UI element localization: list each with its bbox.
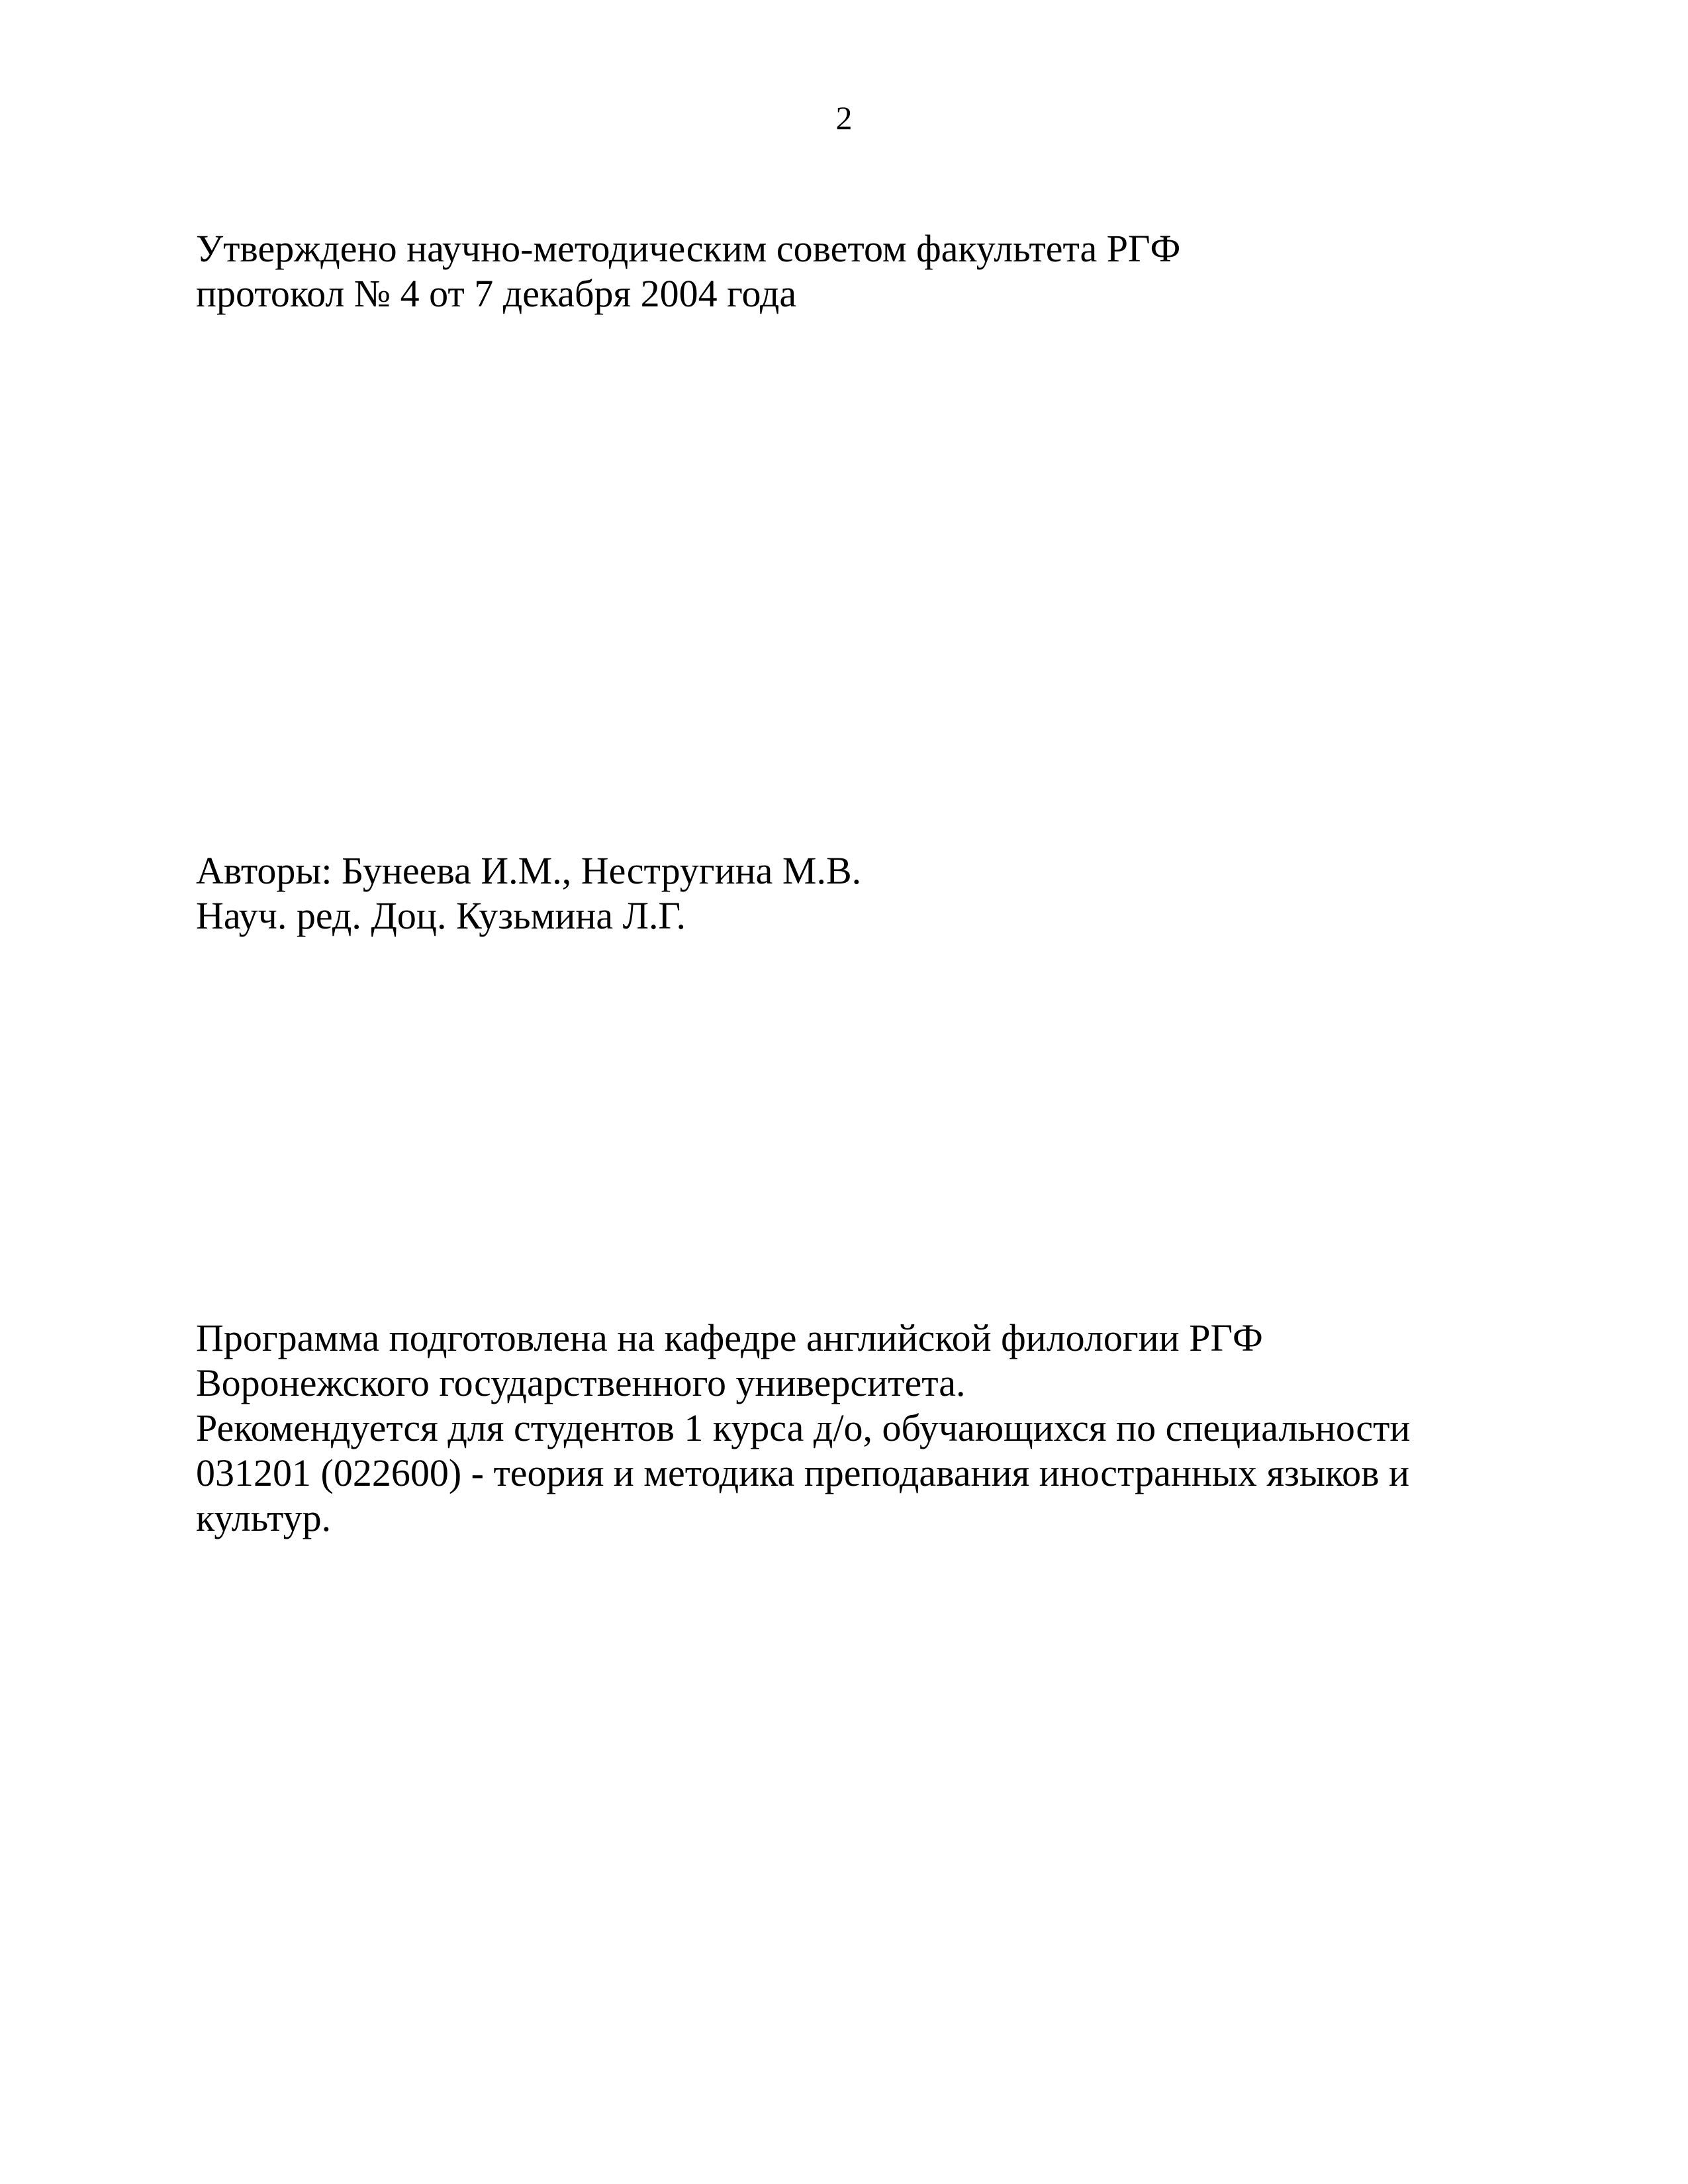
approval-line-1: Утверждено научно-методическим советом факультета РГФ <box>196 227 1181 270</box>
program-line-1: Программа подготовлена на кафедре английской филологии РГФ <box>196 1316 1263 1359</box>
program-line-2: Воронежского государственного университета. <box>196 1361 966 1404</box>
program-line-5: культур. <box>196 1496 332 1539</box>
authors-line: Авторы: Бунеева И.М., Нестругина М.В. <box>196 849 862 892</box>
program-line-3: Рекомендуется для студентов 1 курса д/о, обучающихся по специальности <box>196 1406 1411 1449</box>
approval-note <box>196 226 1520 316</box>
authors-section <box>196 848 1520 938</box>
program-line-4: 031201 (022600) - теория и методика преподавания иностранных языков и <box>196 1451 1410 1494</box>
editor-line: Науч. ред. Доц. Кузьмина Л.Г. <box>196 894 686 937</box>
page-number: 2 <box>835 99 853 136</box>
approval-line-2: протокол № 4 от 7 декабря 2004 года <box>196 272 797 315</box>
program-description <box>196 1316 1520 1541</box>
